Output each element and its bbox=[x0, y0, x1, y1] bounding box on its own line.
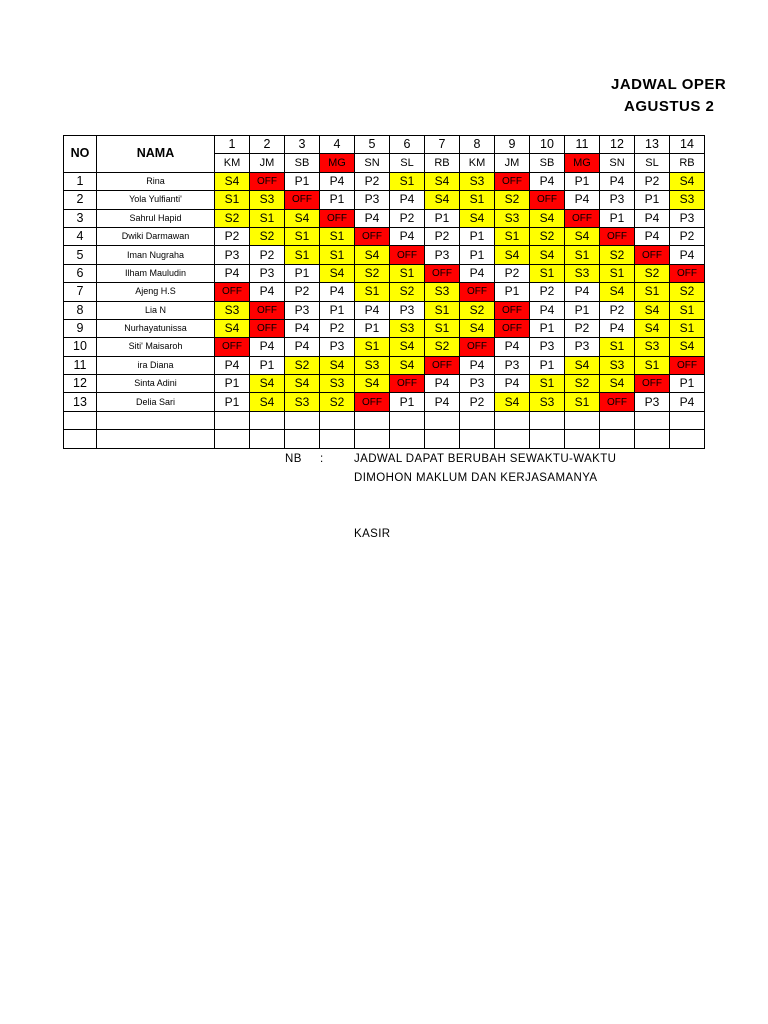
shift-cell: P3 bbox=[320, 338, 355, 356]
shift-cell: S3 bbox=[390, 319, 425, 337]
shift-cell: P2 bbox=[215, 227, 250, 245]
shift-cell: OFF bbox=[390, 375, 425, 393]
employee-name: Nurhayatunissa bbox=[97, 319, 215, 337]
shift-cell: P3 bbox=[635, 393, 670, 411]
shift-cell: S1 bbox=[495, 227, 530, 245]
empty-cell bbox=[320, 430, 355, 448]
shift-cell: S4 bbox=[670, 172, 705, 190]
shift-cell: P2 bbox=[635, 172, 670, 190]
shift-cell: P4 bbox=[635, 227, 670, 245]
day-name: SL bbox=[635, 154, 670, 172]
row-number: 8 bbox=[64, 301, 97, 319]
empty-cell bbox=[390, 411, 425, 429]
shift-cell: S1 bbox=[565, 246, 600, 264]
day-number: 6 bbox=[390, 136, 425, 154]
shift-cell: S3 bbox=[635, 338, 670, 356]
table-row bbox=[64, 393, 705, 411]
shift-cell: P4 bbox=[670, 393, 705, 411]
shift-cell: S4 bbox=[460, 209, 495, 227]
table-row bbox=[64, 227, 705, 245]
shift-cell: S1 bbox=[250, 209, 285, 227]
shift-cell: S2 bbox=[320, 393, 355, 411]
shift-cell: P2 bbox=[390, 209, 425, 227]
empty-cell bbox=[425, 430, 460, 448]
shift-cell: OFF bbox=[530, 191, 565, 209]
table-row bbox=[64, 172, 705, 190]
employee-name: Sahrul Hapid bbox=[97, 209, 215, 227]
shift-cell: S2 bbox=[215, 209, 250, 227]
empty-cell bbox=[97, 430, 215, 448]
table-row bbox=[64, 191, 705, 209]
row-number: 6 bbox=[64, 264, 97, 282]
note-line-2: DIMOHON MAKLUM DAN KERJASAMANYA bbox=[354, 472, 598, 484]
note-line-1: JADWAL DAPAT BERUBAH SEWAKTU-WAKTU bbox=[354, 453, 617, 465]
empty-cell bbox=[600, 411, 635, 429]
shift-cell: P1 bbox=[285, 172, 320, 190]
shift-cell: S3 bbox=[495, 209, 530, 227]
empty-cell bbox=[64, 411, 97, 429]
shift-cell: P3 bbox=[600, 191, 635, 209]
shift-cell: S3 bbox=[215, 301, 250, 319]
shift-cell: OFF bbox=[495, 319, 530, 337]
shift-cell: P1 bbox=[250, 356, 285, 374]
shift-cell: S3 bbox=[320, 375, 355, 393]
day-name: JM bbox=[250, 154, 285, 172]
day-number: 3 bbox=[285, 136, 320, 154]
shift-cell: S1 bbox=[670, 319, 705, 337]
shift-cell: P4 bbox=[565, 283, 600, 301]
row-number: 2 bbox=[64, 191, 97, 209]
shift-cell: P3 bbox=[215, 246, 250, 264]
shift-cell: P2 bbox=[460, 393, 495, 411]
empty-cell bbox=[565, 430, 600, 448]
day-number: 7 bbox=[425, 136, 460, 154]
shift-cell: S4 bbox=[495, 246, 530, 264]
shift-cell: S4 bbox=[530, 246, 565, 264]
schedule-month: AGUSTUS 2 bbox=[624, 98, 715, 115]
shift-cell: S1 bbox=[530, 264, 565, 282]
row-number: 10 bbox=[64, 338, 97, 356]
shift-cell: P3 bbox=[670, 209, 705, 227]
shift-cell: OFF bbox=[600, 393, 635, 411]
empty-cell bbox=[390, 430, 425, 448]
shift-cell: S1 bbox=[425, 319, 460, 337]
shift-cell: P3 bbox=[425, 246, 460, 264]
shift-cell: P1 bbox=[600, 209, 635, 227]
shift-cell: OFF bbox=[320, 209, 355, 227]
shift-cell: S4 bbox=[250, 393, 285, 411]
empty-cell bbox=[215, 411, 250, 429]
day-name: SL bbox=[390, 154, 425, 172]
shift-cell: S1 bbox=[390, 264, 425, 282]
shift-cell: S3 bbox=[425, 283, 460, 301]
schedule-table bbox=[63, 135, 705, 449]
shift-cell: OFF bbox=[215, 338, 250, 356]
shift-cell: P1 bbox=[425, 209, 460, 227]
shift-cell: S1 bbox=[215, 191, 250, 209]
shift-cell: S4 bbox=[355, 375, 390, 393]
shift-cell: P3 bbox=[250, 264, 285, 282]
table-row bbox=[64, 338, 705, 356]
employee-name: Siti' Maisaroh bbox=[97, 338, 215, 356]
empty-cell bbox=[355, 430, 390, 448]
shift-cell: S3 bbox=[565, 264, 600, 282]
shift-cell: S2 bbox=[460, 301, 495, 319]
row-number: 3 bbox=[64, 209, 97, 227]
shift-cell: P3 bbox=[565, 338, 600, 356]
empty-cell bbox=[635, 430, 670, 448]
shift-cell: P3 bbox=[390, 301, 425, 319]
shift-cell: OFF bbox=[670, 356, 705, 374]
shift-cell: S1 bbox=[600, 338, 635, 356]
row-number: 12 bbox=[64, 375, 97, 393]
day-number: 4 bbox=[320, 136, 355, 154]
shift-cell: S4 bbox=[285, 375, 320, 393]
table-row bbox=[64, 375, 705, 393]
day-name: SN bbox=[355, 154, 390, 172]
shift-cell: OFF bbox=[355, 227, 390, 245]
shift-cell: P2 bbox=[495, 264, 530, 282]
shift-cell: P4 bbox=[425, 393, 460, 411]
shift-cell: S3 bbox=[670, 191, 705, 209]
shift-cell: S4 bbox=[600, 375, 635, 393]
shift-cell: P1 bbox=[530, 319, 565, 337]
shift-cell: P4 bbox=[565, 191, 600, 209]
shift-cell: P4 bbox=[215, 264, 250, 282]
day-name: SB bbox=[530, 154, 565, 172]
shift-cell: P4 bbox=[495, 375, 530, 393]
day-number: 13 bbox=[635, 136, 670, 154]
empty-cell bbox=[670, 411, 705, 429]
shift-cell: S4 bbox=[670, 338, 705, 356]
nb-label: NB bbox=[285, 453, 302, 465]
employee-name: Delia Sari bbox=[97, 393, 215, 411]
employee-name: Yola Yulfianti' bbox=[97, 191, 215, 209]
day-name: SB bbox=[285, 154, 320, 172]
shift-cell: S4 bbox=[285, 209, 320, 227]
empty-cell bbox=[64, 430, 97, 448]
shift-cell: S2 bbox=[390, 283, 425, 301]
day-name: MG bbox=[320, 154, 355, 172]
shift-cell: OFF bbox=[460, 283, 495, 301]
shift-cell: S1 bbox=[285, 246, 320, 264]
shift-cell: OFF bbox=[635, 375, 670, 393]
day-number: 5 bbox=[355, 136, 390, 154]
table-row bbox=[64, 283, 705, 301]
day-number: 8 bbox=[460, 136, 495, 154]
row-number: 1 bbox=[64, 172, 97, 190]
shift-cell: P4 bbox=[530, 301, 565, 319]
shift-cell: P4 bbox=[250, 283, 285, 301]
shift-cell: S3 bbox=[355, 356, 390, 374]
table-row bbox=[64, 209, 705, 227]
shift-cell: P2 bbox=[425, 227, 460, 245]
empty-cell bbox=[97, 411, 215, 429]
shift-cell: S1 bbox=[565, 393, 600, 411]
day-name: RB bbox=[670, 154, 705, 172]
shift-cell: P1 bbox=[285, 264, 320, 282]
shift-cell: S1 bbox=[635, 283, 670, 301]
employee-name: Ilham Mauludin bbox=[97, 264, 215, 282]
day-name: SN bbox=[600, 154, 635, 172]
empty-row bbox=[64, 430, 705, 448]
shift-cell: P1 bbox=[565, 301, 600, 319]
shift-cell: P4 bbox=[530, 172, 565, 190]
shift-cell: P1 bbox=[460, 227, 495, 245]
shift-cell: S4 bbox=[425, 191, 460, 209]
shift-cell: S2 bbox=[635, 264, 670, 282]
table-row bbox=[64, 264, 705, 282]
shift-cell: S2 bbox=[250, 227, 285, 245]
shift-cell: OFF bbox=[495, 301, 530, 319]
shift-cell: P3 bbox=[495, 356, 530, 374]
shift-cell: P4 bbox=[670, 246, 705, 264]
shift-cell: S4 bbox=[635, 319, 670, 337]
empty-cell bbox=[250, 430, 285, 448]
empty-cell bbox=[670, 430, 705, 448]
shift-cell: P1 bbox=[390, 393, 425, 411]
shift-cell: S2 bbox=[355, 264, 390, 282]
day-name: KM bbox=[215, 154, 250, 172]
shift-cell: S2 bbox=[670, 283, 705, 301]
empty-cell bbox=[460, 411, 495, 429]
shift-cell: P2 bbox=[320, 319, 355, 337]
shift-cell: P4 bbox=[285, 338, 320, 356]
shift-cell: P4 bbox=[425, 375, 460, 393]
employee-name: Sinta Adini bbox=[97, 375, 215, 393]
shift-cell: P1 bbox=[320, 301, 355, 319]
day-name: RB bbox=[425, 154, 460, 172]
shift-cell: OFF bbox=[425, 356, 460, 374]
shift-cell: S1 bbox=[320, 246, 355, 264]
day-number: 2 bbox=[250, 136, 285, 154]
employee-name: ira Diana bbox=[97, 356, 215, 374]
empty-cell bbox=[600, 430, 635, 448]
shift-cell: OFF bbox=[600, 227, 635, 245]
row-number: 7 bbox=[64, 283, 97, 301]
shift-cell: OFF bbox=[495, 172, 530, 190]
empty-cell bbox=[355, 411, 390, 429]
shift-cell: OFF bbox=[250, 301, 285, 319]
shift-cell: P1 bbox=[635, 191, 670, 209]
employee-name: Rina bbox=[97, 172, 215, 190]
shift-cell: P1 bbox=[530, 356, 565, 374]
shift-cell: S4 bbox=[355, 246, 390, 264]
employee-name: Ajeng H.S bbox=[97, 283, 215, 301]
table-row bbox=[64, 319, 705, 337]
empty-row bbox=[64, 411, 705, 429]
shift-cell: S3 bbox=[250, 191, 285, 209]
shift-cell: OFF bbox=[250, 172, 285, 190]
shift-cell: P4 bbox=[390, 227, 425, 245]
shift-cell: S2 bbox=[495, 191, 530, 209]
schedule-title: JADWAL OPER bbox=[611, 76, 727, 93]
shift-cell: S4 bbox=[320, 264, 355, 282]
empty-cell bbox=[250, 411, 285, 429]
shift-cell: S2 bbox=[565, 375, 600, 393]
empty-cell bbox=[425, 411, 460, 429]
day-number: 9 bbox=[495, 136, 530, 154]
empty-cell bbox=[495, 430, 530, 448]
shift-cell: S2 bbox=[285, 356, 320, 374]
shift-cell: P2 bbox=[285, 283, 320, 301]
shift-cell: S3 bbox=[530, 393, 565, 411]
shift-cell: S1 bbox=[355, 283, 390, 301]
shift-cell: P4 bbox=[355, 209, 390, 227]
header-no: NO bbox=[64, 136, 97, 173]
shift-cell: S1 bbox=[390, 172, 425, 190]
table-row bbox=[64, 301, 705, 319]
day-number: 11 bbox=[565, 136, 600, 154]
shift-cell: P2 bbox=[250, 246, 285, 264]
shift-cell: P4 bbox=[460, 264, 495, 282]
shift-cell: S4 bbox=[320, 356, 355, 374]
shift-cell: S4 bbox=[460, 319, 495, 337]
shift-cell: P1 bbox=[320, 191, 355, 209]
shift-cell: P3 bbox=[530, 338, 565, 356]
shift-cell: OFF bbox=[460, 338, 495, 356]
shift-cell: S4 bbox=[390, 356, 425, 374]
empty-cell bbox=[565, 411, 600, 429]
shift-cell: P4 bbox=[390, 191, 425, 209]
header-row-days bbox=[64, 136, 705, 154]
shift-cell: S1 bbox=[670, 301, 705, 319]
shift-cell: S1 bbox=[530, 375, 565, 393]
shift-cell: S1 bbox=[425, 301, 460, 319]
shift-cell: P4 bbox=[600, 172, 635, 190]
shift-cell: P4 bbox=[600, 319, 635, 337]
shift-cell: P3 bbox=[285, 301, 320, 319]
shift-cell: P1 bbox=[565, 172, 600, 190]
empty-cell bbox=[320, 411, 355, 429]
shift-cell: S4 bbox=[565, 356, 600, 374]
day-number: 10 bbox=[530, 136, 565, 154]
shift-cell: OFF bbox=[565, 209, 600, 227]
empty-cell bbox=[215, 430, 250, 448]
shift-cell: S2 bbox=[425, 338, 460, 356]
day-number: 1 bbox=[215, 136, 250, 154]
employee-name: Dwiki Darmawan bbox=[97, 227, 215, 245]
empty-cell bbox=[495, 411, 530, 429]
shift-cell: S1 bbox=[320, 227, 355, 245]
shift-cell: OFF bbox=[285, 191, 320, 209]
empty-cell bbox=[285, 411, 320, 429]
empty-cell bbox=[635, 411, 670, 429]
nb-colon: : bbox=[320, 453, 324, 465]
shift-cell: S4 bbox=[530, 209, 565, 227]
shift-cell: S4 bbox=[565, 227, 600, 245]
shift-cell: S1 bbox=[460, 191, 495, 209]
shift-cell: OFF bbox=[425, 264, 460, 282]
row-number: 11 bbox=[64, 356, 97, 374]
row-number: 4 bbox=[64, 227, 97, 245]
day-name: MG bbox=[565, 154, 600, 172]
table-row bbox=[64, 246, 705, 264]
shift-cell: P4 bbox=[635, 209, 670, 227]
shift-cell: S4 bbox=[390, 338, 425, 356]
shift-cell: S1 bbox=[635, 356, 670, 374]
shift-cell: S4 bbox=[600, 283, 635, 301]
shift-cell: S4 bbox=[215, 172, 250, 190]
employee-name: Iman Nugraha bbox=[97, 246, 215, 264]
shift-cell: P4 bbox=[320, 283, 355, 301]
shift-cell: P2 bbox=[355, 172, 390, 190]
shift-cell: OFF bbox=[250, 319, 285, 337]
shift-cell: OFF bbox=[355, 393, 390, 411]
shift-cell: S1 bbox=[355, 338, 390, 356]
shift-cell: S3 bbox=[460, 172, 495, 190]
shift-cell: P4 bbox=[250, 338, 285, 356]
day-name: KM bbox=[460, 154, 495, 172]
shift-cell: P4 bbox=[460, 356, 495, 374]
shift-cell: P1 bbox=[215, 393, 250, 411]
shift-cell: S2 bbox=[530, 227, 565, 245]
shift-cell: P4 bbox=[355, 301, 390, 319]
shift-cell: P1 bbox=[670, 375, 705, 393]
day-name: JM bbox=[495, 154, 530, 172]
shift-cell: P2 bbox=[565, 319, 600, 337]
empty-cell bbox=[460, 430, 495, 448]
signature-kasir: KASIR bbox=[354, 528, 391, 540]
shift-cell: P1 bbox=[495, 283, 530, 301]
shift-cell: P1 bbox=[355, 319, 390, 337]
shift-cell: S1 bbox=[285, 227, 320, 245]
header-nama: NAMA bbox=[97, 136, 215, 173]
shift-cell: P1 bbox=[215, 375, 250, 393]
shift-cell: S4 bbox=[215, 319, 250, 337]
shift-cell: S3 bbox=[600, 356, 635, 374]
empty-cell bbox=[285, 430, 320, 448]
table-row bbox=[64, 356, 705, 374]
empty-cell bbox=[530, 430, 565, 448]
shift-cell: S3 bbox=[285, 393, 320, 411]
shift-cell: S4 bbox=[635, 301, 670, 319]
shift-cell: S4 bbox=[495, 393, 530, 411]
shift-cell: P3 bbox=[460, 375, 495, 393]
day-number: 14 bbox=[670, 136, 705, 154]
shift-cell: P2 bbox=[670, 227, 705, 245]
employee-name: Lia N bbox=[97, 301, 215, 319]
shift-cell: S1 bbox=[600, 264, 635, 282]
shift-cell: P1 bbox=[460, 246, 495, 264]
shift-cell: P4 bbox=[495, 338, 530, 356]
row-number: 5 bbox=[64, 246, 97, 264]
shift-cell: OFF bbox=[635, 246, 670, 264]
shift-cell: S2 bbox=[600, 246, 635, 264]
shift-cell: P2 bbox=[530, 283, 565, 301]
shift-cell: S4 bbox=[250, 375, 285, 393]
empty-cell bbox=[530, 411, 565, 429]
shift-cell: OFF bbox=[390, 246, 425, 264]
shift-cell: P2 bbox=[600, 301, 635, 319]
shift-cell: P4 bbox=[285, 319, 320, 337]
shift-cell: P3 bbox=[355, 191, 390, 209]
shift-cell: OFF bbox=[670, 264, 705, 282]
shift-cell: P4 bbox=[320, 172, 355, 190]
row-number: 13 bbox=[64, 393, 97, 411]
day-number: 12 bbox=[600, 136, 635, 154]
shift-cell: P4 bbox=[215, 356, 250, 374]
shift-cell: S4 bbox=[425, 172, 460, 190]
row-number: 9 bbox=[64, 319, 97, 337]
shift-cell: OFF bbox=[215, 283, 250, 301]
